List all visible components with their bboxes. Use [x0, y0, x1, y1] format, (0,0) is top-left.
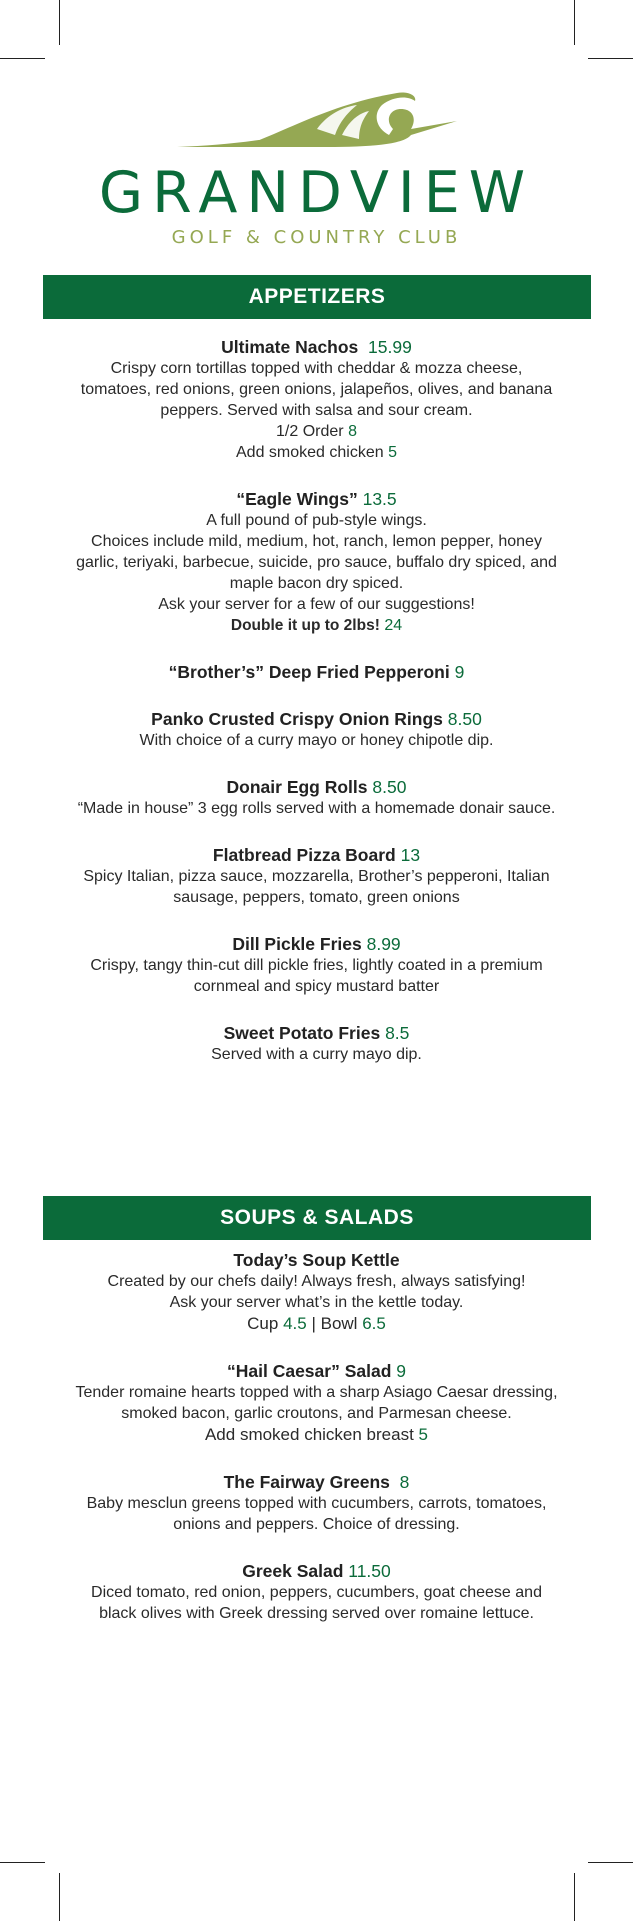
item-description: Crispy corn tortillas topped with cheddar & mozza cheese, tomatoes, red onions, green onions, jalapeños, olives, and banana peppers. Served with salsa and sour cream.: [80, 360, 553, 419]
menu-item: [75, 776, 558, 819]
crop-mark-bottom-left-v: [59, 1873, 60, 1921]
item-name: Sweet Potato Fries: [223, 1023, 381, 1043]
item-description: With choice of a curry mayo or honey chipotle dip.: [139, 732, 494, 749]
appetizers-heading: APPETIZERS: [43, 275, 591, 319]
menu-item: [75, 336, 558, 463]
brand-name: GRANDVIEW: [98, 160, 535, 226]
option-label: Bowl: [320, 1314, 358, 1333]
option-price: 8: [348, 423, 357, 440]
brand-subtitle: GOLF & COUNTRY CLUB: [171, 227, 462, 248]
menu-item: [75, 1471, 558, 1535]
option-price: 4.5: [283, 1314, 307, 1333]
item-price: 8.50: [372, 777, 407, 797]
crop-mark-bottom-right-h: [588, 1862, 633, 1863]
item-price: 8.5: [385, 1023, 410, 1043]
menu-item: [75, 1249, 558, 1335]
item-name: The Fairway Greens: [223, 1472, 390, 1492]
option-price: 24: [384, 617, 403, 634]
menu-item: [75, 1560, 558, 1624]
club-logo: [0, 85, 633, 249]
item-name: “Eagle Wings”: [236, 489, 358, 509]
item-description: Spicy Italian, pizza sauce, mozzarella, Brother’s pepperoni, Italian sausage, peppers, tomato, green onions: [83, 868, 550, 906]
option-label: Double it up to 2lbs!: [230, 617, 380, 634]
soups-salads-section: [75, 1249, 558, 1649]
item-description: A full pound of pub-style wings.: [206, 512, 427, 529]
crop-mark-top-right-v: [574, 0, 575, 45]
option-label: Cup: [247, 1314, 279, 1333]
option-label: Add smoked chicken breast: [204, 1425, 414, 1444]
option-price: 5: [418, 1425, 429, 1444]
item-name: Donair Egg Rolls: [226, 777, 368, 797]
item-name: Flatbread Pizza Board: [212, 845, 396, 865]
item-name: “Brother’s” Deep Fried Pepperoni: [168, 662, 450, 682]
item-price: 13.5: [362, 489, 397, 509]
item-description: Ask your server for a few of our suggestions!: [158, 596, 475, 613]
item-description: Served with a curry mayo dip.: [211, 1046, 422, 1063]
appetizers-section: [75, 336, 558, 1090]
item-name: Panko Crusted Crispy Onion Rings: [151, 709, 443, 729]
item-description: Diced tomato, red onion, peppers, cucumbers, goat cheese and black olives with Greek dressing served over romaine lettuce.: [91, 1584, 542, 1622]
item-name: Dill Pickle Fries: [232, 934, 362, 954]
separator: |: [311, 1314, 316, 1333]
menu-item: [75, 661, 558, 683]
option-label: Add smoked chicken: [236, 444, 384, 461]
item-description: Created by our chefs daily! Always fresh, always satisfying!: [107, 1273, 526, 1290]
item-price: 8: [399, 1472, 410, 1492]
item-description: Crispy, tangy thin-cut dill pickle fries, lightly coated in a premium cornmeal and spicy mustard batter: [90, 957, 543, 995]
item-description: Choices include mild, medium, hot, ranch, lemon pepper, honey garlic, teriyaki, barbecue, suicide, pro sauce, buffalo dry spiced, and maple bacon dry spiced.: [76, 533, 557, 592]
crop-mark-top-left-h: [0, 58, 45, 59]
item-description: Tender romaine hearts topped with a sharp Asiago Caesar dressing, smoked bacon, garlic croutons, and Parmesan cheese.: [75, 1384, 558, 1422]
menu-item: [75, 933, 558, 997]
menu-item: [75, 1022, 558, 1065]
menu-item: [75, 708, 558, 751]
option-price: 5: [388, 444, 397, 461]
item-price: 13: [400, 845, 421, 865]
crop-mark-top-left-v: [59, 0, 60, 45]
item-description: “Made in house” 3 egg rolls served with a homemade donair sauce.: [77, 800, 556, 817]
item-name: Today’s Soup Kettle: [233, 1250, 400, 1270]
crop-mark-bottom-left-h: [0, 1862, 45, 1863]
item-name: Ultimate Nachos: [221, 337, 359, 357]
item-price: 8.99: [366, 934, 401, 954]
option-label: 1/2 Order: [276, 423, 344, 440]
item-price: 8.50: [447, 709, 482, 729]
menu-item: [75, 1360, 558, 1446]
menu-item: [75, 488, 558, 636]
item-name: Greek Salad: [242, 1561, 344, 1581]
item-description: Ask your server what’s in the kettle today.: [169, 1294, 464, 1311]
crop-mark-bottom-right-v: [574, 1873, 575, 1921]
item-price: 11.50: [348, 1561, 391, 1581]
menu-item: [75, 844, 558, 908]
item-price: 9: [396, 1361, 406, 1381]
item-price: 9: [454, 662, 465, 682]
item-description: Baby mesclun greens topped with cucumbers, carrots, tomatoes, onions and peppers. Choice of dressing.: [86, 1495, 547, 1533]
soups-salads-heading: SOUPS & SALADS: [43, 1196, 591, 1240]
item-name: “Hail Caesar” Salad: [227, 1361, 392, 1381]
item-price: 15.99: [368, 337, 412, 357]
crop-mark-top-right-h: [588, 58, 633, 59]
option-price: 6.5: [362, 1314, 386, 1333]
heron-wave-icon: [167, 85, 467, 155]
